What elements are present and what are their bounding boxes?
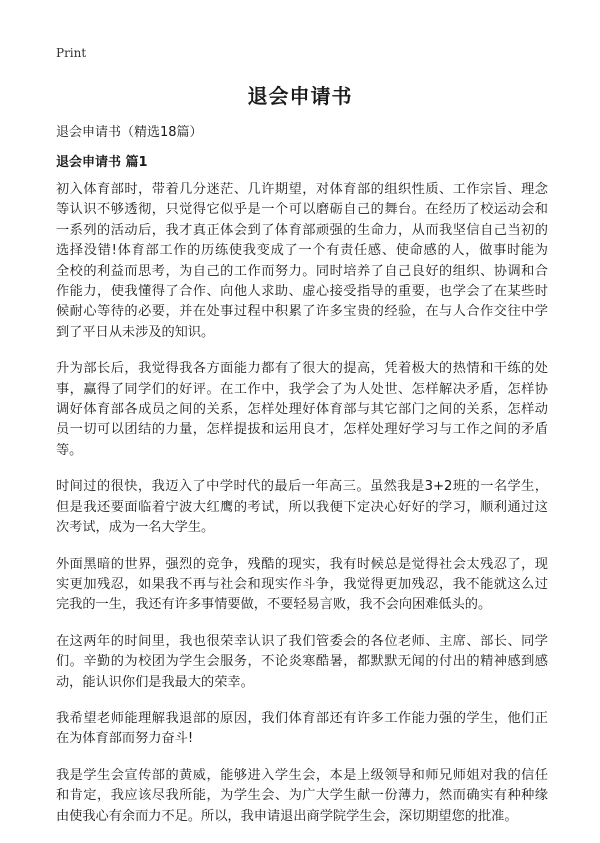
- paragraph-line: 在为体育部而努力奋斗!: [56, 731, 194, 747]
- paragraph-line: 实更加残忍，如果我不再与社会和现实作斗争，我觉得更加残忍，我不能就这么过: [56, 576, 548, 592]
- paragraph-line: 全校的利益而思考，为自己的工作而努力。同时培养了自己良好的组织、协调和合: [56, 263, 548, 279]
- paragraph-line: 外面黑暗的世界，强烈的竞争，残酷的现实，我有时候总是觉得社会太残忍了，现: [56, 556, 548, 572]
- paragraph-line: 我希望老师能理解我退部的原因，我们体育部还有许多工作能力强的学生，他们正: [56, 710, 548, 726]
- paragraph: [56, 477, 548, 538]
- paragraph: [56, 359, 548, 461]
- paragraph-line: 我是学生会宣传部的黄威，能够进入学生会，本是上级领导和师兄师姐对我的信任: [56, 767, 548, 783]
- paragraph-line: 初入体育部时，带着几分迷茫、几许期望，对体育部的组织性质、工作宗旨、理念: [56, 182, 548, 197]
- paragraph-line: 升为部长后，我觉得我各方面能力都有了很大的提高，凭着极大的热情和干练的处: [56, 361, 548, 377]
- paragraph-line: 们。辛勤的为校团为学生会服务，不论炎寒酷暑，都默默无闻的付出的精神感到感: [56, 654, 548, 670]
- print-label: Print: [56, 46, 87, 60]
- paragraph-line: 一系列的活动后，我才真正体会到了体育部顽强的生命力，从而我坚信自己当初的: [56, 222, 548, 238]
- paragraph: [56, 180, 548, 343]
- paragraph: [56, 555, 548, 616]
- paragraph: [56, 632, 548, 693]
- paragraph-line: 但是我还要面临着宁波大红鹰的考试，所以我便下定决心好好的学习，顺利通过这: [56, 499, 548, 515]
- section-heading: 退会申请书 篇1: [56, 155, 148, 170]
- paragraph-line: 在这两年的时间里，我也很荣幸认识了我们管委会的各位老师、主席、部长、同学: [56, 633, 548, 649]
- document-body: [56, 180, 548, 843]
- paragraph: [56, 766, 548, 827]
- paragraph-line: 完我的一生，我还有许多事情要做，不要轻易言败，我不会向困难低头的。: [56, 597, 492, 613]
- paragraph-line: 动，能认识你们是我最大的荣幸。: [56, 674, 254, 690]
- paragraph: [56, 709, 548, 750]
- document-title: 退会申请书: [247, 84, 353, 108]
- paragraph-line: 到了平日从未涉及的知识。: [56, 324, 215, 340]
- paragraph-line: 作能力，使我懂得了合作、向他人求助、虚心接受指导的重要，也学会了在某些时: [56, 284, 548, 300]
- paragraph-line: 和肯定，我应该尽我所能，为学生会、为广大学生献一份薄力，然而确实有种种缘: [56, 788, 548, 804]
- paragraph-line: 等认识不够透彻，只觉得它似乎是一个可以磨砺自己的舞台。在经历了校运动会和: [56, 202, 548, 218]
- paragraph-line: 员一切可以团结的力量，怎样提拔和运用良才，怎样处理好学习与工作之间的矛盾: [56, 422, 548, 438]
- document-subtitle: 退会申请书（精选18篇）: [56, 125, 203, 140]
- paragraph-line: 时间过的很快，我迈入了中学时代的最后一年高三。虽然我是3+2班的一名学生，: [56, 479, 548, 495]
- paragraph-line: 次考试，成为一名大学生。: [56, 520, 215, 536]
- paragraph-line: 由使我心有余而力不足。所以，我申请退出商学院学生会，深切期望您的批准。: [56, 808, 518, 824]
- paragraph-line: 事，赢得了同学们的好评。在工作中，我学会了为人处世、怎样解决矛盾，怎样协: [56, 381, 548, 397]
- paragraph-line: 候耐心等待的必要，并在处事过程中积累了许多宝贵的经验，在与人合作交往中学: [56, 304, 548, 320]
- paragraph-line: 等。: [56, 442, 83, 458]
- paragraph-line: 选择没错!体育部工作的历练使我变成了一个有责任感、使命感的人，做事时能为: [56, 243, 548, 259]
- paragraph-line: 调好体育部各成员之间的关系，怎样处理好体育部与其它部门之间的关系，怎样动: [56, 402, 548, 418]
